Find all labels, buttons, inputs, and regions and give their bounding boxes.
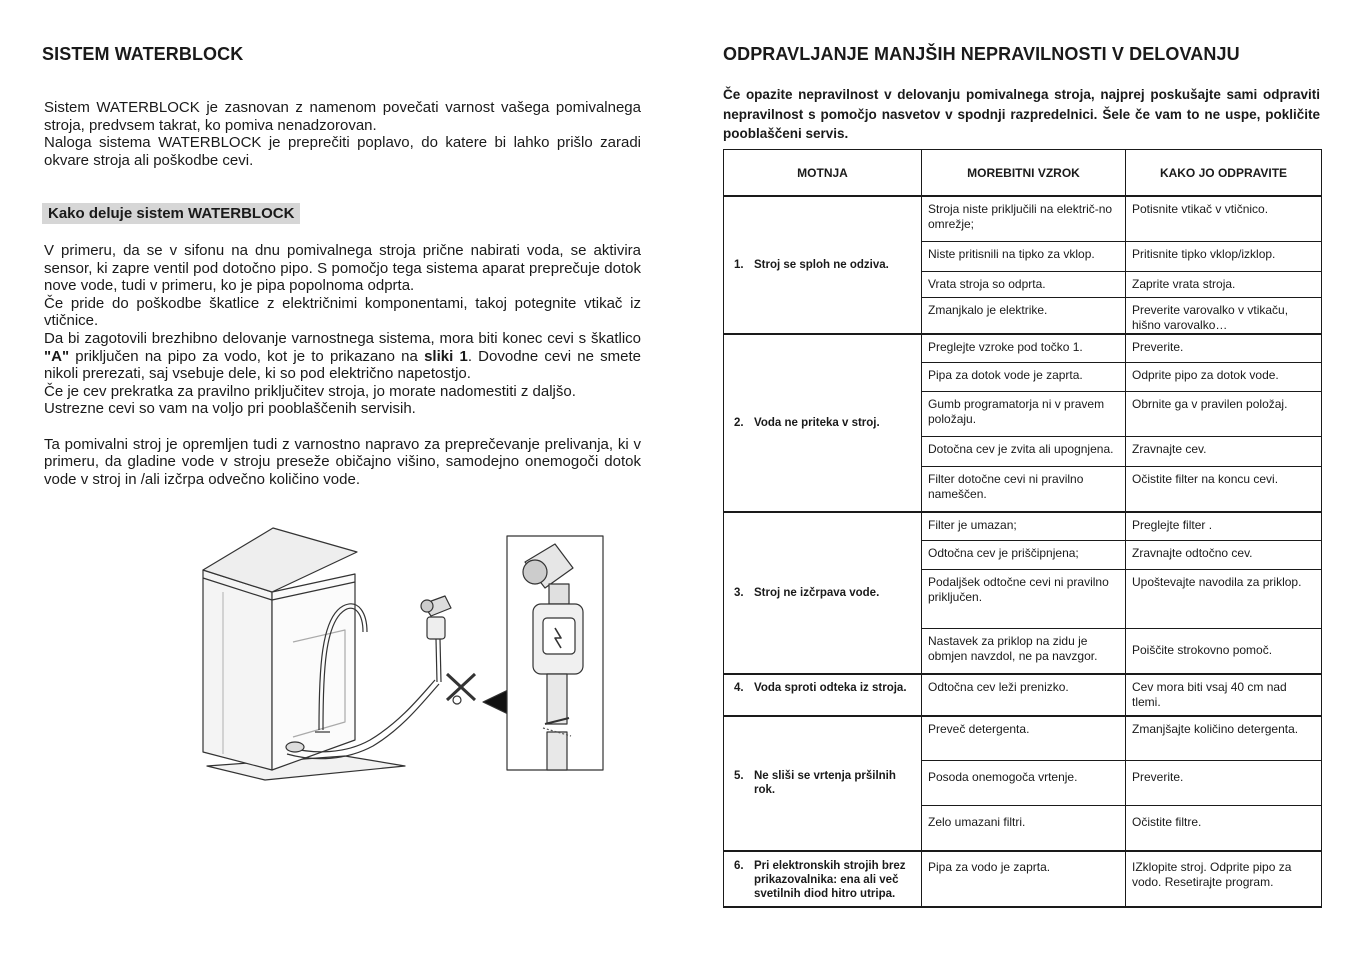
subheading-how-it-works: Kako deluje sistem WATERBLOCK [42, 203, 300, 224]
cause-cell: Podaljšek odtočne cevi ni pravilno priključen. [922, 570, 1126, 629]
cause-cell: Nastavek za priklop na zidu je obmjen navzdol, ne pa navzgor. [922, 629, 1126, 674]
cause-cell: Niste pritisnili na tipko za vklop. [922, 241, 1126, 271]
fix-cell: Preglejte filter . [1126, 512, 1322, 541]
fix-cell: Cev mora biti vsaj 40 cm nad tlemi. [1126, 674, 1322, 716]
cause-cell: Gumb programatorja ni v pravem položaju. [922, 392, 1126, 437]
fix-cell: Zmanjšajte količino detergenta. [1126, 716, 1322, 761]
cause-cell: Stroja niste priključili na električ-no omrežje; [922, 196, 1126, 241]
body-paragraph-2: Če pride do poškodbe škatlice z električnimi komponentami, takoj potegnite vtikač iz vtičnice. [44, 294, 641, 330]
cause-cell: Preglejte vzroke pod točko 1. [922, 334, 1126, 363]
table-row [724, 512, 1322, 541]
cause-cell: Zmanjkalo je elektrike. [922, 297, 1126, 334]
dishwasher-front [272, 574, 355, 770]
valve-box-a [427, 617, 445, 639]
dishwasher-side [203, 570, 272, 770]
fix-cell: Zravnajte odtočno cev. [1126, 541, 1322, 570]
cause-cell: Pipa za dotok vode je zaprta. [922, 363, 1126, 392]
intro-paragraph-1: Sistem WATERBLOCK je zasnovan z namenom povečati varnost vašega pomivalnega stroja, predvsem takrat, ko pomiva nenadzorovan. [44, 99, 641, 134]
body-paragraph-5: Ustrezne cevi so vam na voljo pri pooblaščenih servisih. [44, 400, 416, 418]
table-header-row [724, 150, 1322, 197]
table-row [724, 334, 1322, 363]
fix-cell: Poiščite strokovno pomoč. [1126, 629, 1322, 674]
table-row [724, 196, 1322, 241]
header-fix: KAKO JO ODPRAVITE [1126, 150, 1322, 197]
cause-cell: Odtočna cev leži prenizko. [922, 674, 1126, 716]
cause-cell: Filter dotočne cevi ni pravilno nameščen. [922, 467, 1126, 512]
fix-cell: Obrnite ga v pravilen položaj. [1126, 392, 1322, 437]
intro-paragraph-2: Naloga sistema WATERBLOCK je preprečiti poplavo, do katere bi lahko prišlo zaradi okvare stroja ali poškodbe cevi. [44, 134, 641, 169]
table-row [724, 716, 1322, 761]
header-cause: MOREBITNI VZROK [922, 150, 1126, 197]
body-paragraph-1: V primeru, da se v sifonu na dnu pomivalnega stroja prične nabirati voda, se aktivira sensor, ki zapre ventil pod dotočno pipo. S pomočjo tega sistema aparat preprečuje dotok nove vode, tudi v primeru, ko je pipa popolnoma odprta. [44, 242, 641, 295]
cause-cell: Filter je umazan; [922, 512, 1126, 541]
cause-cell: Pipa za vodo je zaprta. [922, 851, 1126, 907]
fix-cell: Očistite filter na koncu cevi. [1126, 467, 1322, 512]
fix-cell: Odprite pipo za dotok vode. [1126, 363, 1322, 392]
cause-cell: Preveč detergenta. [922, 716, 1126, 761]
fix-cell: Potisnite vtikač v vtičnico. [1126, 196, 1322, 241]
intro-paragraphs [44, 99, 641, 169]
cause-cell: Posoda onemogoča vrtenje. [922, 761, 1126, 806]
cause-cell: Zelo umazani filtri. [922, 806, 1126, 851]
fix-cell: Preverite varovalko v vtikaču, hišno varovalko… [1126, 297, 1322, 334]
symptom-cell: 1. Stroj se sploh ne odziva. [724, 196, 922, 334]
symptom-cell: 3. Stroj ne izčrpava vode. [724, 512, 922, 674]
cause-cell: Vrata stroja so odprta. [922, 271, 1126, 297]
fix-cell: Zravnajte cev. [1126, 437, 1322, 467]
fix-cell: Očistite filtre. [1126, 806, 1322, 851]
body-paragraph-3: Da bi zagotovili brezhibno delovanje varnostnega sistema, mora biti konec cevi s škatlico "A" priključen na pipo za vodo, kot je to prikazano na sliki 1. Dovodne cevi ne smete nikoli prerezati, saj vsebuje dele, ki so pod električno napetostjo. [44, 329, 642, 383]
cause-cell: Dotočna cev je zvita ali upognjena. [922, 437, 1126, 467]
cause-cell: Odtočna cev je priščipnjena; [922, 541, 1126, 570]
troubleshooting-intro: Če opazite nepravilnost v delovanju pomivalnega stroja, najprej poskušajte sami odpraviti nepravilnost s pomočjo nasvetov v spodnji razpredelnici. Šele če vam to ne uspe, pokličite pooblaščeni servis. [723, 87, 1320, 141]
waterblock-illustration [195, 522, 615, 792]
symptom-cell: 2. Voda ne priteka v stroj. [724, 334, 922, 512]
fix-cell: IZklopite stroj. Odprite pipo za vodo. Resetirajte program. [1126, 851, 1322, 907]
symptom-cell: 4. Voda sproti odteka iz stroja. [724, 674, 922, 716]
symptom-cell: 5. Ne sliši se vrtenja pršilnih rok. [724, 716, 922, 851]
section-title-waterblock: SISTEM WATERBLOCK [42, 44, 244, 64]
body-paragraph-4: Če je cev prekratka za pravilno priključitev stroja, jo morate nadomestiti z daljšo. [44, 382, 576, 400]
body-paragraph-6: Ta pomivalni stroj je opremljen tudi z varnostno napravo za preprečevanje prelivanja, ki v primeru, da gladine vode v stroju preseže običajno višino, samodejno onemogoči dotok vode v stroj in /ali izčrpa odvečno količino vode. [44, 435, 641, 488]
fix-cell: Upoštevajte navodila za priklop. [1126, 570, 1322, 629]
fix-cell: Zaprite vrata stroja. [1126, 271, 1322, 297]
fix-cell: Pritisnite tipko vklop/izklop. [1126, 241, 1322, 271]
section-title-troubleshooting: ODPRAVLJANJE MANJŠIH NEPRAVILNOSTI V DELOVANJU [723, 44, 1240, 64]
table-row [724, 851, 1322, 907]
body-paragraphs [44, 242, 641, 488]
troubleshooting-table [723, 149, 1322, 908]
header-symptom: MOTNJA [724, 150, 922, 197]
symptom-cell: 6. Pri elektronskih strojih brez prikazovalnika: ena ali več svetilnih diod hitro utripa. [724, 851, 922, 907]
table-row [724, 674, 1322, 716]
fix-cell: Preverite. [1126, 761, 1322, 806]
fix-cell: Preverite. [1126, 334, 1322, 363]
